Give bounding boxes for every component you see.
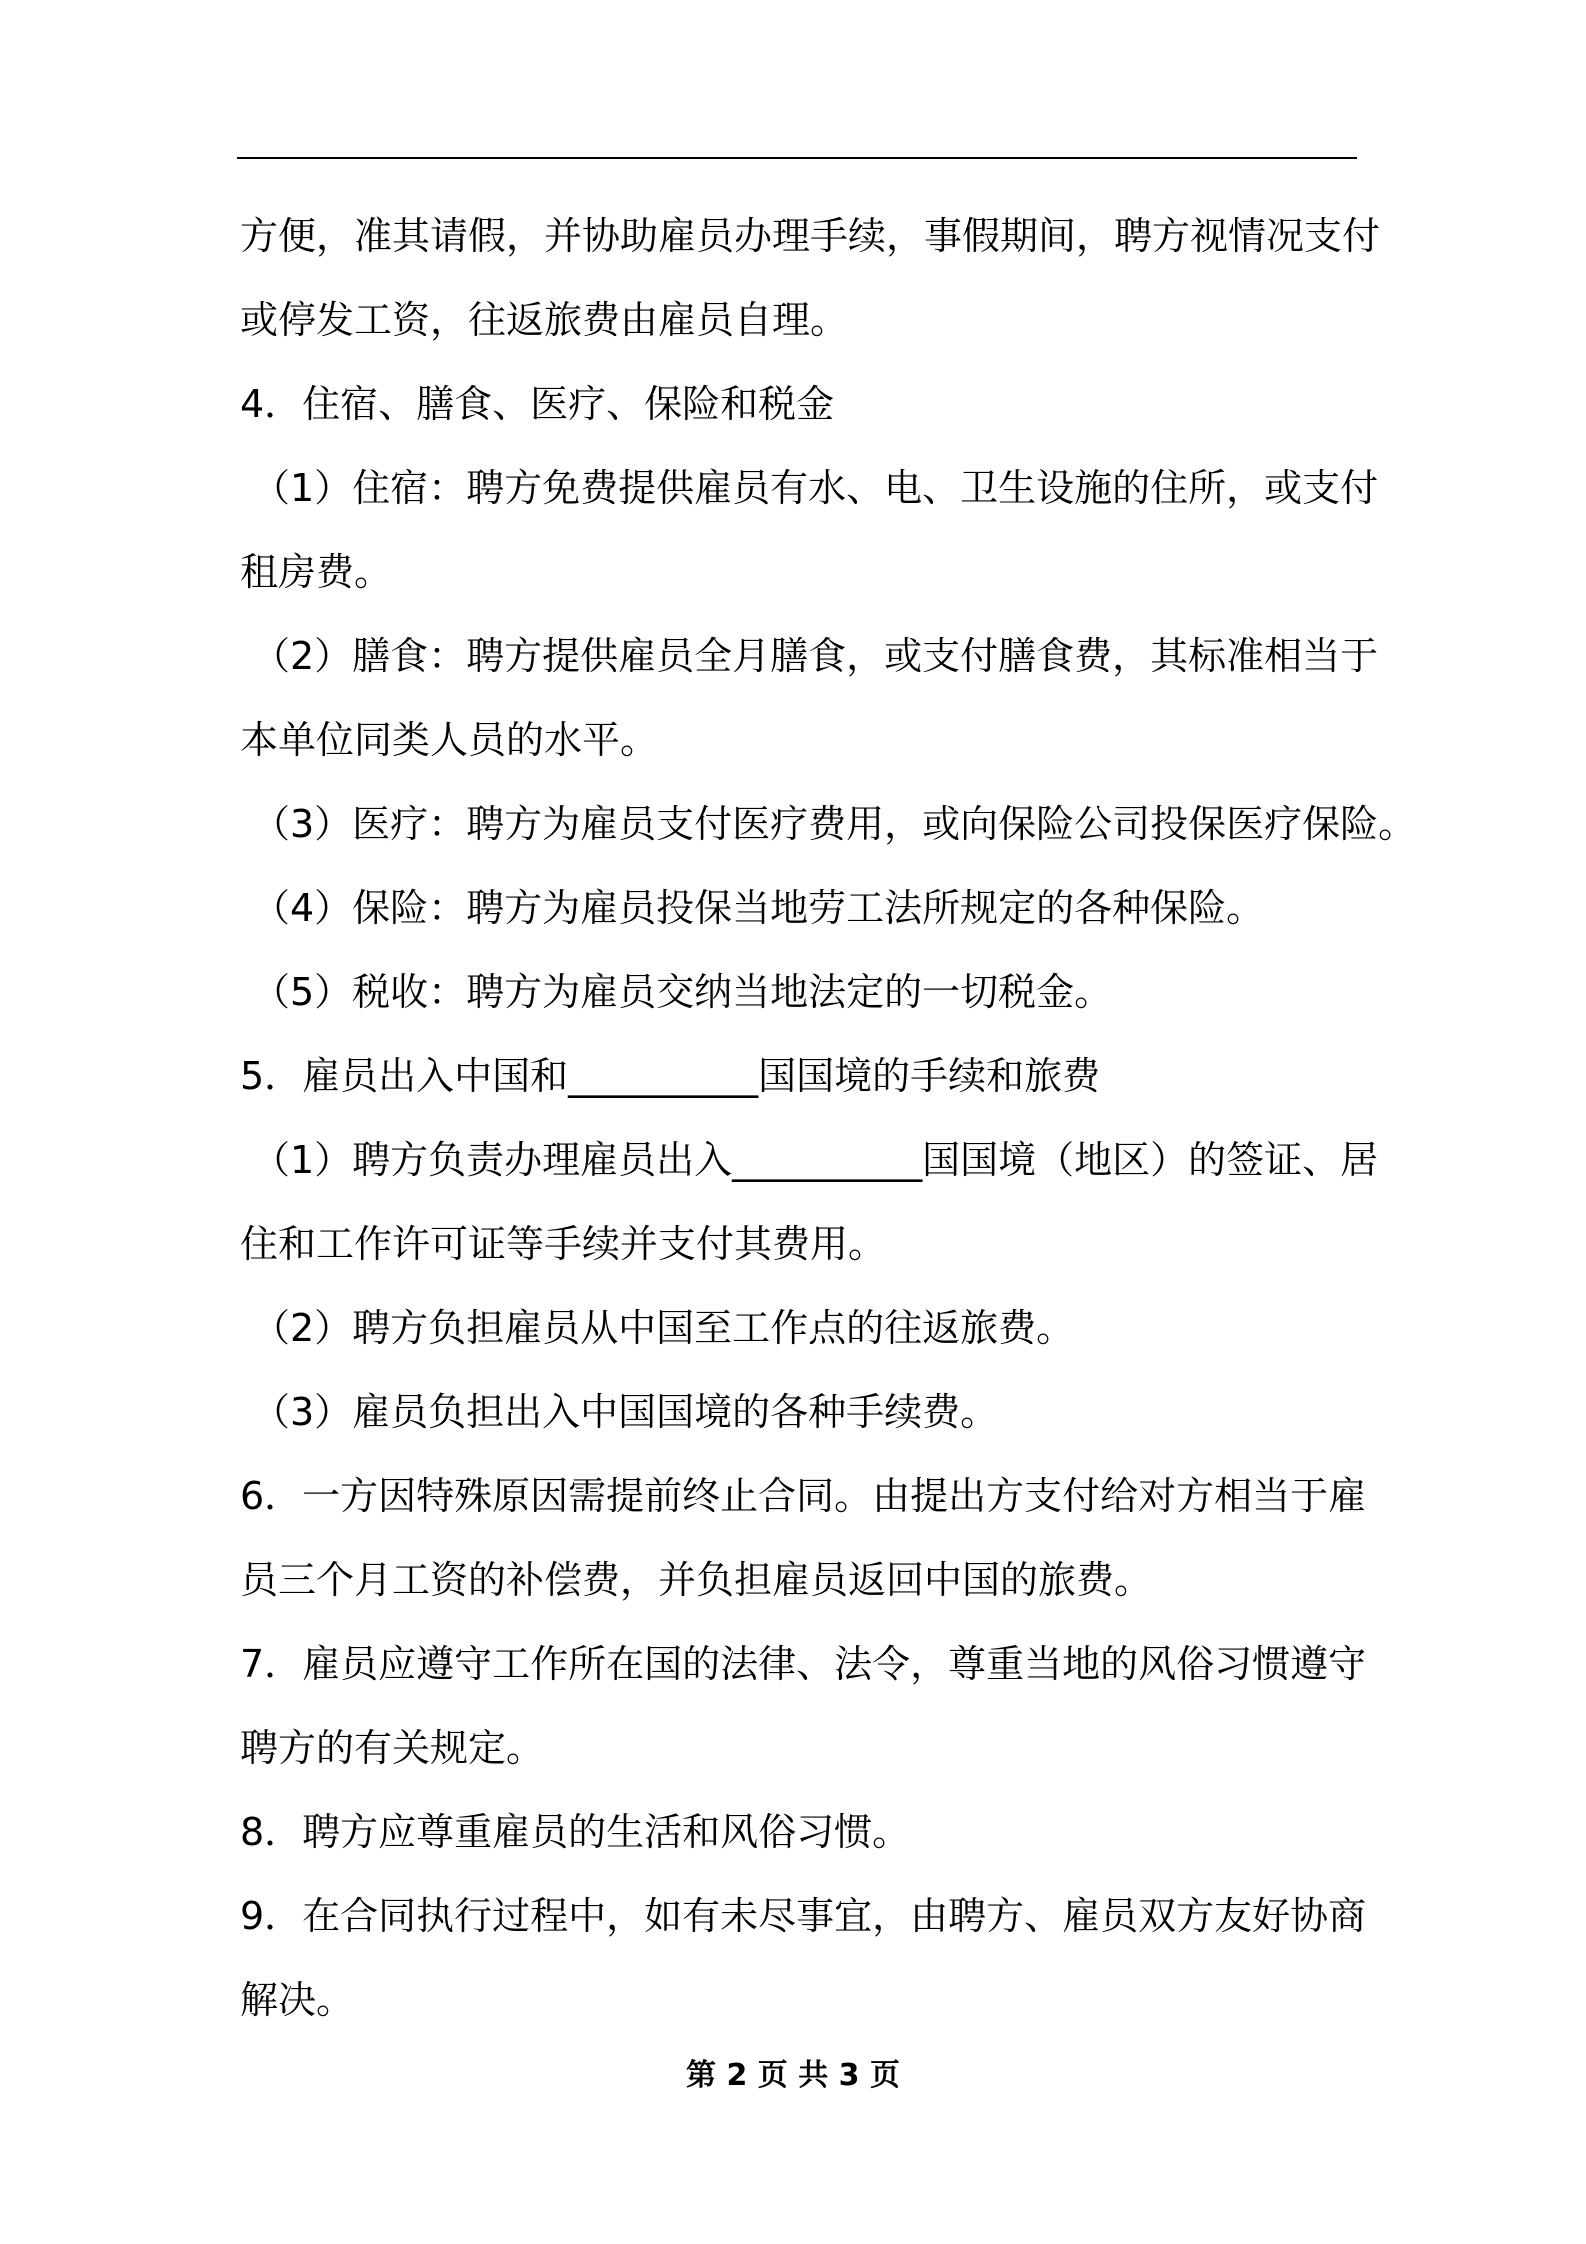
text-line: 9．在合同执行过程中，如有未尽事宜，由聘方、雇员双方友好协商 <box>240 1894 1367 1938</box>
page-number: 第 2 页 共 3 页 <box>686 2058 900 2093</box>
text-line: （1）住宿：聘方免费提供雇员有水、电、卫生设施的住所，或支付 <box>252 466 1379 510</box>
text-line: 员三个月工资的补偿费，并负担雇员返回中国的旅费。 <box>240 1558 1153 1602</box>
text-line: 6．一方因特殊原因需提前终止合同。由提出方支付给对方相当于雇 <box>240 1474 1367 1518</box>
text-line: 解决。 <box>240 1978 355 2022</box>
text-line: 租房费。 <box>240 550 393 594</box>
text-line: （3）雇员负担出入中国国境的各种手续费。 <box>252 1390 999 1434</box>
text-line: 本单位同类人员的水平。 <box>240 718 659 762</box>
text-line: 或停发工资，往返旅费由雇员自理。 <box>240 298 849 342</box>
text-line: 方便，准其请假，并协助雇员办理手续，事假期间，聘方视情况支付 <box>240 214 1381 258</box>
text-line: 聘方的有关规定。 <box>240 1726 545 1770</box>
section-heading: 5．雇员出入中国和__________国国境的手续和旅费 <box>240 1054 1101 1098</box>
text-line: （2）膳食：聘方提供雇员全月膳食，或支付膳食费，其标准相当于 <box>252 634 1379 678</box>
text-line: （2）聘方负担雇员从中国至工作点的往返旅费。 <box>252 1306 1075 1350</box>
text-line: 7．雇员应遵守工作所在国的法律、法令，尊重当地的风俗习惯遵守 <box>240 1642 1367 1686</box>
text-line: （5）税收：聘方为雇员交纳当地法定的一切税金。 <box>252 970 1113 1014</box>
document-body <box>240 194 1417 2042</box>
text-line: （4）保险：聘方为雇员投保当地劳工法所规定的各种保险。 <box>252 886 1265 930</box>
text-line: （3）医疗：聘方为雇员支付医疗费用，或向保险公司投保医疗保险。 <box>252 802 1417 846</box>
text-line: （1）聘方负责办理雇员出入__________国国境（地区）的签证、居 <box>252 1138 1379 1182</box>
section-heading: 4．住宿、膳食、医疗、保险和税金 <box>240 382 835 426</box>
text-line: 住和工作许可证等手续并支付其费用。 <box>240 1222 887 1266</box>
text-line: 8．聘方应尊重雇员的生活和风俗习惯。 <box>240 1810 911 1854</box>
header-rule <box>237 157 1357 159</box>
